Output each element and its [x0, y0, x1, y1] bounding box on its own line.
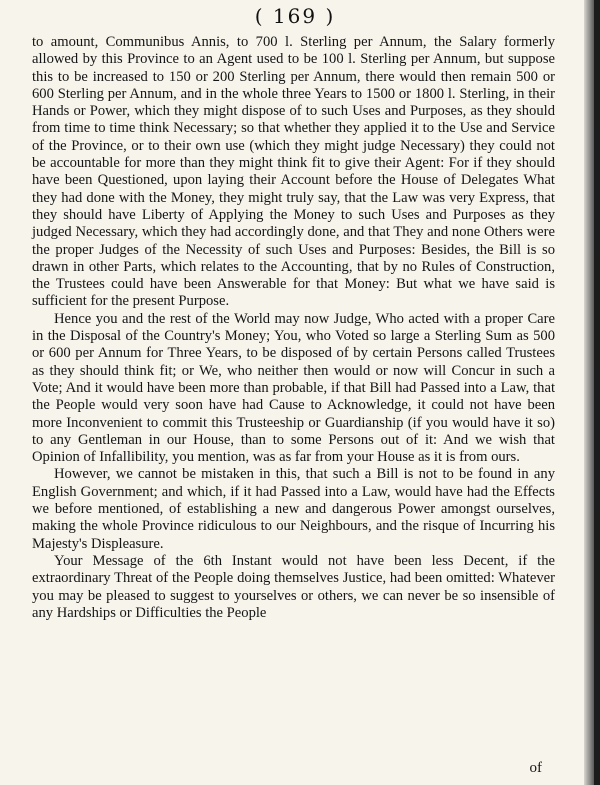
page-number: ( 169 ) [254, 4, 336, 28]
catchword: of [529, 760, 542, 776]
page-body [32, 34, 555, 622]
paragraph-4: Your Message of the 6th Instant would not have been less Decent, if the extraordinary Threat of the People doing themselves Justice, had been omitted: Whatever you may be pleased to suggest to yourselves or others, we can never be so insensible of any Hardships or Difficulties the People [32, 552, 555, 621]
paragraph-3: However, we cannot be mistaken in this, that such a Bill is not to be found in any English Government; and which, if it had Passed into a Law, would have had the Effects we before mentioned, of establishing a new and dangerous Power amongst ourselves, making the whole Province ridiculous to our Neighbours, and the risque of Incurring his Majesty's Displeasure. [32, 466, 555, 552]
page-edge-shadow [584, 0, 594, 785]
paragraph-2: Hence you and the rest of the World may now Judge, Who acted with a proper Care in the Disposal of the Country's Money; You, who Voted so large a Sterling Sum as 500 or 600 per Annum for Three Years, to be disposed of by certain Persons called Trustees as they should think fit; or We, who neither then would or now will Concur in such a Vote; And it would have been more than probable, if that Bill had Passed into a Law, that the People would very soon have had Cause to Acknowledge, it could not have been more Inconvenient to commit this Trusteeship or Guardianship (if you would have it so) to any Gentleman in our House, than to some Persons out of it: And we wish that Opinion of Infallibility, you mention, was as far from your House as it is from ours. [32, 310, 555, 466]
paragraph-1: to amount, Communibus Annis, to 700 l. Sterling per Annum, the Salary formerly allowed by this Province to an Agent used to be 100 l. Sterling per Annum, but suppose this to be increased to 150 or 200 Sterling per Annum, there would then remain 500 or 600 Sterling per Annum, and in the whole three Years to 1500 or 1800 l. Sterling, in their Hands or Power, which they might dispose of to such Uses and Purposes, as they should from time to time think Necessary; so that whether they applied it to the Use and Service of the Province, or to their own use (which they might judge Necessary) they could not be accountable for more than they might think fit to give their Agent: For if they should have been Questioned, upon laying their Account before the House of Delegates What they had done with the Money, they might truly say, that the Law was very Express, that they should have Liberty of Applying the Money to such Uses and Purposes as they judged Necessary, which they had accordingly done, and that They and none Others were the proper Judges of the Necessity of such Uses and Purposes: Besides, the Bill is so drawn in other Parts, which relates to the Accounting, that by no Rules of Construction, the Trustees could have been Answerable for that Money: But what we have said is sufficient for the present Purpose. [32, 34, 555, 310]
